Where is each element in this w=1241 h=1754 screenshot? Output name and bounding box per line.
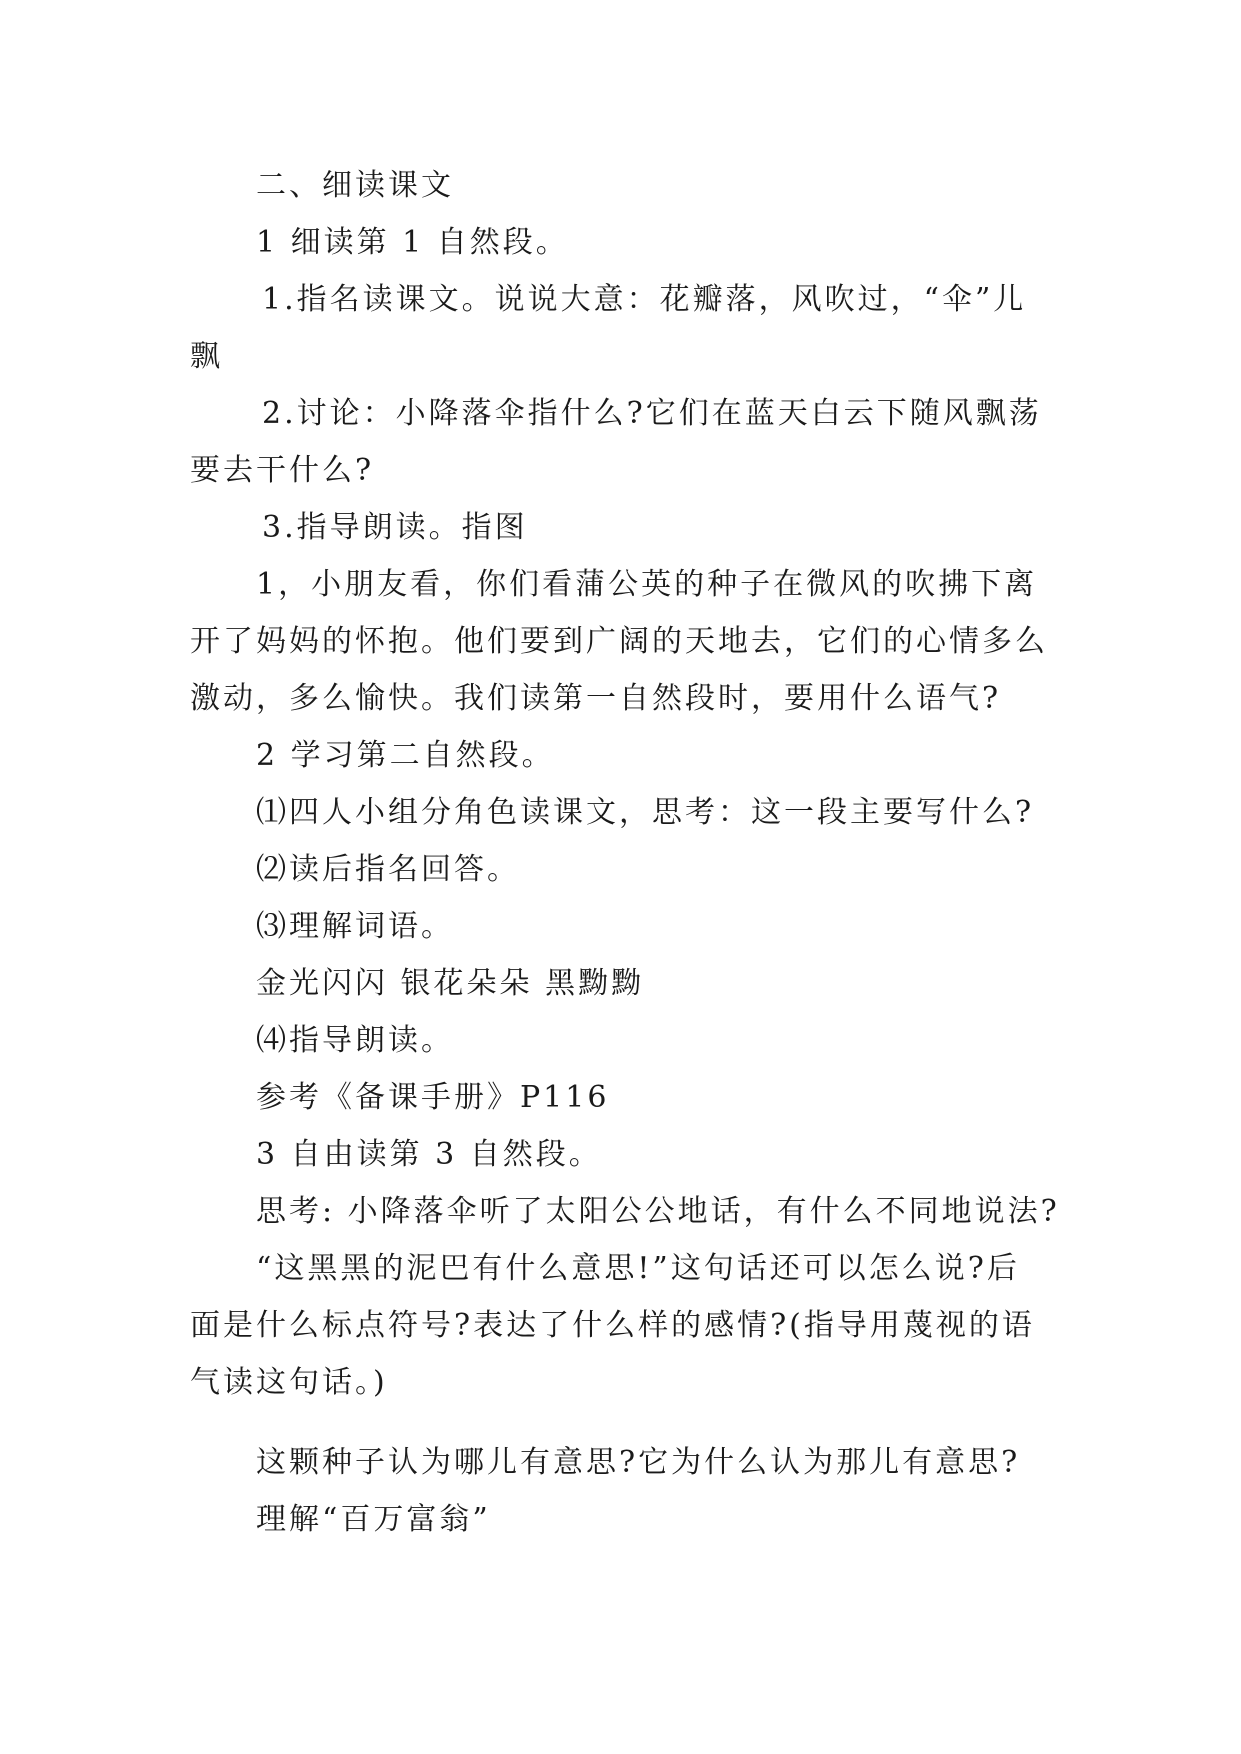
paragraph-line: 2 学习第二自然段。 (256, 738, 555, 773)
paragraph-line: ⑷指导朗读。 (256, 1023, 454, 1058)
paragraph-line: 3 自由读第 3 自然段。 (256, 1137, 602, 1172)
paragraph-line: 这颗种子认为哪儿有意思?它为什么认为那儿有意思? (256, 1445, 1021, 1480)
section-heading: 二、细读课文 (256, 168, 454, 203)
paragraph-line: 3.指导朗读。指图 (262, 510, 528, 545)
paragraph-line: 参考《备课手册》P116 (256, 1080, 610, 1115)
paragraph-line: 面是什么标点符号?表达了什么样的感情?(指导用蔑视的语 (190, 1308, 1035, 1343)
paragraph-line: ⑴四人小组分角色读课文，思考：这一段主要写什么? (256, 795, 1035, 830)
paragraph-line: 理解“百万富翁” (256, 1502, 491, 1537)
paragraph-line: “这黑黑的泥巴有什么意思!”这句话还可以怎么说?后 (256, 1251, 1020, 1286)
paragraph-line: 1，小朋友看，你们看蒲公英的种子在微风的吹拂下离 (256, 567, 1038, 602)
paragraph-line: 2.讨论：小降落伞指什么?它们在蓝天白云下随风飘荡 (262, 396, 1042, 431)
paragraph-line: 激动，多么愉快。我们读第一自然段时，要用什么语气? (190, 681, 1002, 716)
paragraph-line: 气读这句话。) (190, 1365, 388, 1400)
paragraph-line: 1 细读第 1 自然段。 (256, 225, 569, 260)
paragraph-line: 思考: 小降落伞听了太阳公公地话，有什么不同地说法? (256, 1194, 1060, 1229)
paragraph-line: 飘 (190, 339, 223, 374)
paragraph-line: 金光闪闪 银花朵朵 黑黝黝 (256, 966, 645, 1001)
paragraph-line: 要去干什么? (190, 453, 375, 488)
paragraph-line: 开了妈妈的怀抱。他们要到广阔的天地去，它们的心情多么 (190, 624, 1048, 659)
paragraph-line: ⑵读后指名回答。 (256, 852, 520, 887)
paragraph-line: 1.指名读课文。说说大意：花瓣落，风吹过，“伞”儿 (262, 282, 1027, 317)
paragraph-line: ⑶理解词语。 (256, 909, 454, 944)
